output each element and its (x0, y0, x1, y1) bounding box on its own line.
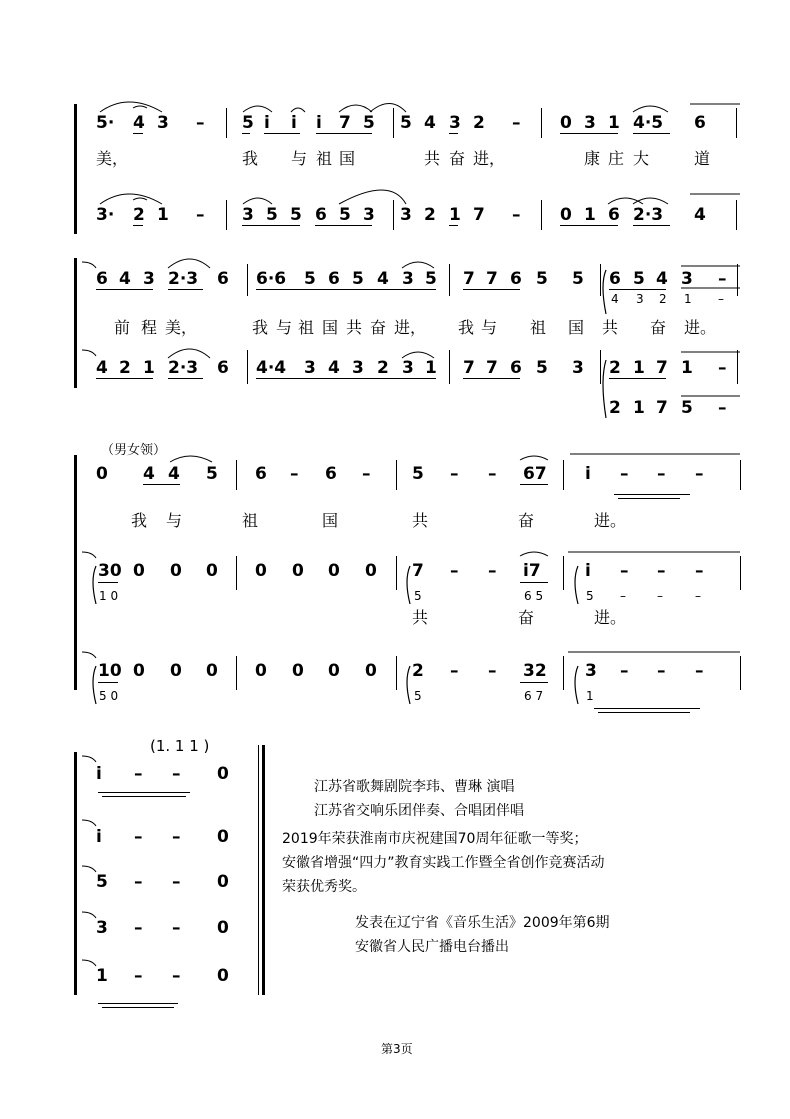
score-note: – (718, 269, 727, 289)
score-note: – (718, 398, 727, 418)
score-note: 7 (412, 561, 424, 581)
score-note: 0 (170, 561, 182, 581)
score-note: 0 (217, 827, 229, 847)
page-number: 第3页 (381, 1042, 413, 1056)
score-note: 1 (633, 398, 645, 418)
score-note: 6·6 (256, 269, 287, 289)
score-note: i (96, 764, 102, 784)
score-note: 0 (96, 464, 108, 484)
score-note: – (620, 561, 629, 581)
score-note: 3 (304, 358, 316, 378)
score-note: 5 (352, 269, 364, 289)
lyric-syllable: 与 (166, 511, 183, 530)
score-note: 3 (400, 205, 412, 225)
score-note: 2 (473, 113, 485, 133)
lyric-syllable: 与 (291, 149, 308, 168)
score-note: 1 (157, 205, 169, 225)
score-note: 1 (143, 358, 155, 378)
score-note-small: – (695, 589, 701, 603)
score-note: 7 (486, 358, 498, 378)
score-note-small: – (718, 292, 724, 306)
score-note: 1 (633, 358, 645, 378)
lyric-syllable: 奋 (650, 318, 667, 337)
score-note-small: 5 (414, 589, 422, 603)
score-note-small: 3 (636, 292, 644, 306)
score-note: i (291, 113, 297, 133)
score-note: 6 (217, 358, 229, 378)
score-note: 0 (217, 966, 229, 986)
score-note: 7 (473, 205, 485, 225)
lyric-syllable: 庄 (608, 149, 625, 168)
lyric-syllable: 共 (346, 318, 363, 337)
score-note-small: 6 5 (524, 589, 544, 603)
score-note-small: 1 0 (99, 589, 119, 603)
lyric-syllable: 我 (458, 318, 475, 337)
score-note: – (172, 918, 181, 938)
score-note: 6 (694, 113, 706, 133)
score-note: 7 (656, 358, 668, 378)
score-note: 6 (96, 269, 108, 289)
score-note: 0 (217, 918, 229, 938)
lyric-syllable: 程 (141, 318, 158, 337)
score-note: 2 (412, 661, 424, 681)
score-note: 4·5 (633, 113, 664, 133)
broadcast-note: 安徽省人民广播电台播出 (355, 939, 509, 955)
score-note: – (620, 661, 629, 681)
score-note: 2 (609, 398, 621, 418)
lyric-syllable: 进。 (594, 511, 627, 530)
score-note: 0 (328, 661, 340, 681)
score-note: 1 (584, 205, 596, 225)
score-note: – (488, 561, 497, 581)
score-note: 0 (206, 561, 218, 581)
score-note: – (362, 464, 371, 484)
score-note: – (488, 661, 497, 681)
lyric-syllable: 奋 (518, 608, 535, 627)
score-note: 2 (424, 205, 436, 225)
score-note-small: – (620, 589, 626, 603)
score-note: 3 (363, 205, 375, 225)
score-note-small: 1 (684, 292, 692, 306)
score-note: 6 (328, 269, 340, 289)
lyric-syllable: 祖 (316, 149, 333, 168)
score-note: – (172, 764, 181, 784)
score-note: 2·3 (168, 269, 199, 289)
score-note: 6 (255, 464, 267, 484)
score-note-small: 1 (586, 689, 594, 703)
score-note: – (512, 113, 521, 133)
score-note: – (134, 966, 143, 986)
score-note: 5 (412, 464, 424, 484)
score-note: 2 (119, 358, 131, 378)
score-note: 5 (290, 205, 302, 225)
score-note: 6 (609, 269, 621, 289)
score-note: 5 (633, 269, 645, 289)
score-note-small: – (657, 589, 663, 603)
score-note: 0 (133, 661, 145, 681)
score-note: 5 (536, 269, 548, 289)
score-note: i (264, 113, 270, 133)
lyric-syllable: 奋 (449, 149, 466, 168)
lyric-syllable: 共 (602, 318, 619, 337)
score-note: 7 (486, 269, 498, 289)
score-note: 67 (523, 464, 547, 484)
lyric-syllable: 我 (242, 149, 259, 168)
score-note-small: 5 (586, 589, 594, 603)
lyric-syllable: 进。 (684, 318, 717, 337)
score-note: 0 (217, 872, 229, 892)
score-note: 5 (572, 269, 584, 289)
score-note: 5 (96, 872, 108, 892)
score-note: 4 (133, 113, 145, 133)
lyric-syllable: 美， (96, 149, 129, 168)
score-note: – (450, 661, 459, 681)
performers-note: 江苏省歌舞剧院李玮、曹琳 演唱 (314, 779, 515, 795)
score-note: 3 (681, 269, 693, 289)
score-note: 5 (681, 398, 693, 418)
score-note: – (134, 764, 143, 784)
score-note: 0 (560, 205, 572, 225)
lyric-syllable: 进， (473, 149, 506, 168)
score-note: 1 (425, 358, 437, 378)
award-note-line1: 2019年荣获淮南市庆祝建国70周年征歌一等奖； (282, 831, 588, 847)
score-note: 4 (328, 358, 340, 378)
score-note: 2 (377, 358, 389, 378)
lyric-syllable: 国 (568, 318, 585, 337)
lyric-syllable: 道 (694, 149, 711, 168)
lyric-syllable: 祖 (298, 318, 315, 337)
accompaniment-note: 江苏省交响乐团伴奏、合唱团伴唱 (314, 803, 524, 819)
lyric-syllable: 祖 (530, 318, 547, 337)
lyric-syllable: 我 (252, 318, 269, 337)
score-note: – (172, 872, 181, 892)
score-note: 3 (585, 661, 597, 681)
score-note: 3 (449, 113, 461, 133)
score-note: 5· (96, 113, 115, 133)
score-note: 0 (292, 561, 304, 581)
score-note-small: 4 (611, 292, 619, 306)
score-note: 4 (143, 464, 155, 484)
score-note: – (695, 661, 704, 681)
score-note: 0 (133, 561, 145, 581)
score-note: – (172, 827, 181, 847)
score-note: 1 (608, 113, 620, 133)
score-note: 6 (608, 205, 620, 225)
score-note: 5 (400, 113, 412, 133)
score-note-small: 5 (414, 689, 422, 703)
score-note: 1 (96, 966, 108, 986)
lyric-syllable: 奋 (370, 318, 387, 337)
score-note: – (172, 966, 181, 986)
score-note: 4 (119, 269, 131, 289)
score-note: 4·4 (256, 358, 287, 378)
score-note: 2 (133, 205, 145, 225)
score-note: 2·3 (633, 205, 664, 225)
score-note: i (585, 561, 591, 581)
score-note: 0 (255, 561, 267, 581)
lyric-syllable: 共 (424, 149, 441, 168)
score-note: 5 (266, 205, 278, 225)
lyric-syllable: 前 (114, 318, 131, 337)
score-note: 0 (365, 561, 377, 581)
score-note: 5 (536, 358, 548, 378)
score-note: 6 (510, 269, 522, 289)
score-note: i (316, 113, 322, 133)
score-note: 4 (656, 269, 668, 289)
publication-note: 发表在辽宁省《音乐生活》2009年第6期 (355, 915, 610, 931)
score-note: 0 (365, 661, 377, 681)
score-note: – (196, 205, 205, 225)
score-note: 5 (425, 269, 437, 289)
score-note: 6 (315, 205, 327, 225)
lyric-syllable: 进。 (594, 608, 627, 627)
lyric-syllable: 康 (584, 149, 601, 168)
score-note: – (695, 464, 704, 484)
award-note-line2: 安徽省增强“四力”教育实践工作暨全省创作竞赛活动 (282, 855, 605, 871)
lead-voice-label: （男女领） (101, 443, 167, 458)
score-note: 3 (572, 358, 584, 378)
lyric-syllable: 共 (412, 608, 429, 627)
lyric-syllable: 国 (322, 318, 339, 337)
score-note: 5 (304, 269, 316, 289)
score-note-small: 5 0 (99, 689, 119, 703)
score-note: 7 (656, 398, 668, 418)
score-note: 6 (325, 464, 337, 484)
score-note: 4 (377, 269, 389, 289)
score-note: i7 (523, 561, 541, 581)
score-note-small: 6 7 (524, 689, 544, 703)
lyric-syllable: 美， (165, 318, 198, 337)
score-note: 0 (328, 561, 340, 581)
score-note: – (196, 113, 205, 133)
score-note: 30 (98, 561, 122, 581)
score-note: – (657, 561, 666, 581)
score-note: 10 (98, 661, 122, 681)
score-note: – (450, 464, 459, 484)
score-note: 6 (510, 358, 522, 378)
score-note: 0 (217, 764, 229, 784)
score-note: 4 (694, 205, 706, 225)
lyric-syllable: 国 (322, 511, 339, 530)
score-note: 3 (242, 205, 254, 225)
score-note: – (620, 464, 629, 484)
score-note: – (657, 661, 666, 681)
score-note: – (134, 827, 143, 847)
score-note: – (512, 205, 521, 225)
score-note: 3 (402, 358, 414, 378)
lyric-syllable: 进， (394, 318, 427, 337)
score-note: – (134, 872, 143, 892)
score-note: – (450, 561, 459, 581)
score-note: 3 (584, 113, 596, 133)
score-note: – (695, 561, 704, 581)
score-note: 6 (217, 269, 229, 289)
score-note: 0 (560, 113, 572, 133)
score-note: 4 (96, 358, 108, 378)
score-note: 7 (339, 113, 351, 133)
score-note: – (488, 464, 497, 484)
score-note: i (585, 464, 591, 484)
score-note: 3 (96, 918, 108, 938)
score-note: 3· (96, 205, 115, 225)
score-note: 5 (339, 205, 351, 225)
score-note: 0 (292, 661, 304, 681)
score-note: 32 (523, 661, 547, 681)
lyric-syllable: 我 (131, 511, 148, 530)
score-note: 3 (352, 358, 364, 378)
lyric-syllable: 国 (339, 149, 356, 168)
score-note: 2·3 (168, 358, 199, 378)
score-note: 7 (463, 269, 475, 289)
score-note: – (290, 464, 299, 484)
score-note-small: 2 (659, 292, 667, 306)
score-note: 2 (609, 358, 621, 378)
score-note: 4 (168, 464, 180, 484)
score-note: – (657, 464, 666, 484)
score-note: 3 (143, 269, 155, 289)
lyric-syllable: 奋 (518, 511, 535, 530)
score-note: 1 (681, 358, 693, 378)
score-note: 4 (424, 113, 436, 133)
ossia-notes: (1. 1 1 ) (150, 737, 210, 755)
lyric-syllable: 大 (633, 149, 650, 168)
lyric-syllable: 共 (412, 511, 429, 530)
score-note: 5 (363, 113, 375, 133)
score-note: 3 (402, 269, 414, 289)
score-note: 3 (157, 113, 169, 133)
score-note: 0 (255, 661, 267, 681)
score-note: i (96, 827, 102, 847)
score-note: 0 (206, 661, 218, 681)
score-note: 7 (463, 358, 475, 378)
lyric-syllable: 祖 (242, 511, 259, 530)
score-note: 5 (206, 464, 218, 484)
score-note: – (718, 358, 727, 378)
score-note: 1 (449, 205, 461, 225)
lyric-syllable: 与 (276, 318, 293, 337)
score-note: 5 (242, 113, 254, 133)
lyric-syllable: 与 (481, 318, 498, 337)
award-note-line3: 荣获优秀奖。 (282, 879, 366, 895)
score-note: 0 (170, 661, 182, 681)
score-note: – (134, 918, 143, 938)
